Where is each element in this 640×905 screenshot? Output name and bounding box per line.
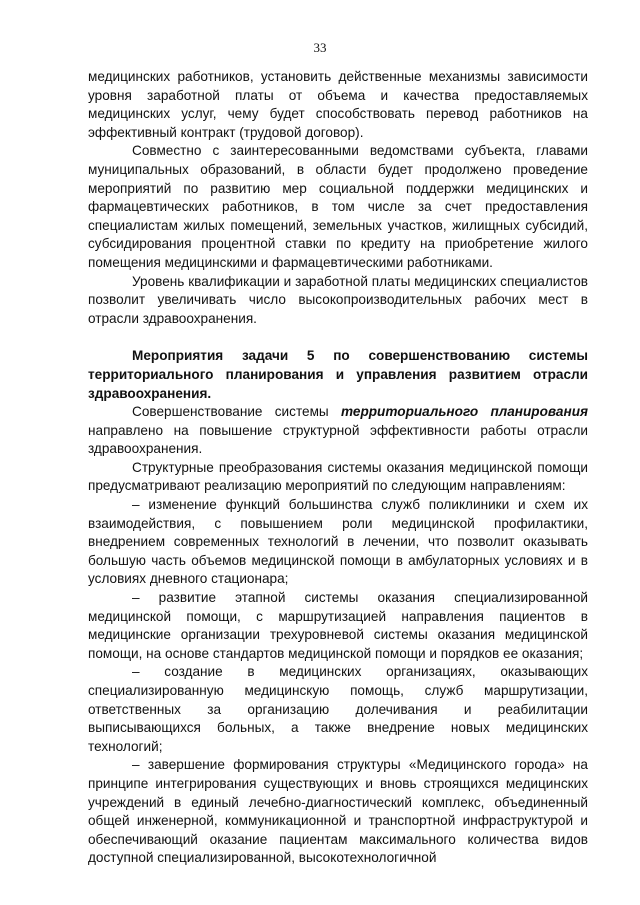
document-body	[88, 68, 588, 868]
list-item: – завершение формирования структуры «Медицинского города» на принципе интегрирования существующих и вновь строящихся медицинских учреждений в единый лечебно-диагностический комплекс, объединенный общей инженерной, коммуникационной и транспортной инфраструктурой и обеспечивающий оказание пациентам максимального количества видов доступной специализированной, высокотехнологичной	[88, 757, 588, 866]
list-item: – изменение функций большинства служб поликлиники и схем их взаимодействия, с повышением роли медицинской профилактики, внедрением современных технологий в лечении, что позволит оказывать большую часть объемов медицинской помощи в амбулаторных условиях и в условиях дневного стационара;	[88, 497, 588, 587]
section-heading: Мероприятия задачи 5 по совершенствованию системы территориального планирования и управления развитием отрасли здравоохранения.	[88, 348, 588, 401]
paragraph-continuation: медицинских работников, установить действенные механизмы зависимости уровня заработной платы от объема и качества предоставляемых медицинских услуг, чему будет способствовать перевод работников на эффективный контракт (трудовой договор).	[88, 69, 588, 140]
paragraph-text-start: Совершенствование системы	[132, 404, 341, 420]
page-number: 33	[313, 40, 327, 55]
paragraph-text-end: направлено на повышение структурной эффективности работы отрасли здравоохранения.	[88, 422, 588, 457]
paragraph-structural-changes: Структурные преобразования системы оказания медицинской помощи предусматривают реализацию мероприятий по следующим направлениям:	[88, 459, 588, 494]
paragraph-social-support: Совместно с заинтересованными ведомствами субъекта, главами муниципальных образований, в области будет продолжено проведение мероприятий по развитию мер социальной поддержки медицинских и фармацевтических работников, в том числе за счет предоставления специалистам жилых помещений, земельных участков, жилищных субсидий, субсидирования процентной ставки по кредиту на приобретение жилого помещения медицинскими и фармацевтическими работниками.	[88, 143, 588, 270]
paragraph-qualification: Уровень квалификации и заработной платы медицинских специалистов позволит увеличивать число высокопроизводительных рабочих мест в отрасли здравоохранения.	[88, 273, 588, 326]
section-spacer	[88, 328, 588, 347]
paragraph-territorial-planning	[88, 403, 588, 459]
emphasis-term: территориального планирования	[340, 404, 588, 420]
list-item: – создание в медицинских организациях, оказывающих специализированную медицинскую помощь, служб маршрутизации, ответственных за организацию долечивания и реабилитации выписывающихся больных, а также внедрение новых медицинских технологий;	[88, 664, 588, 754]
list-item: – развитие этапной системы оказания специализированной медицинской помощи, с маршрутизацией направления пациентов в медицинские организации трехуровневой системы оказания медицинской помощи, на основе стандартов медицинской помощи и порядков ее оказания;	[88, 590, 588, 661]
